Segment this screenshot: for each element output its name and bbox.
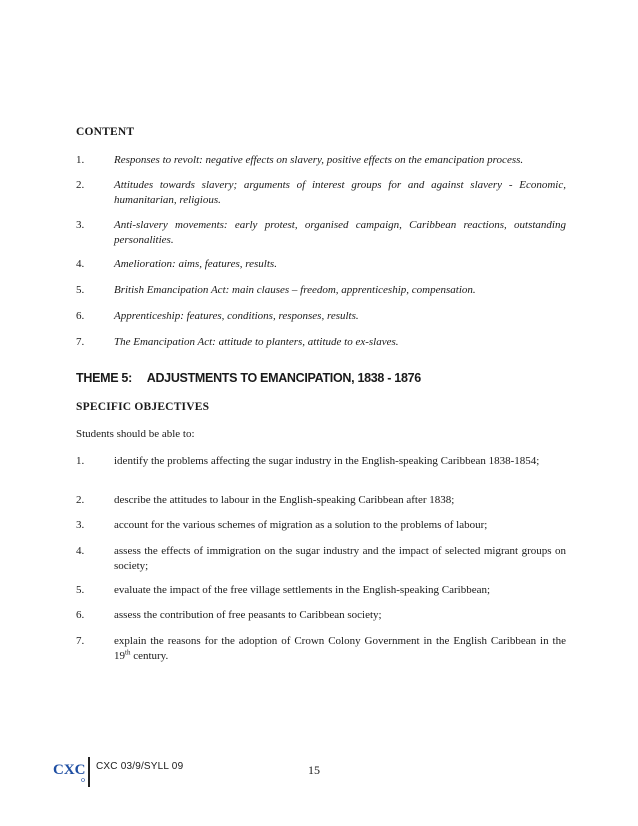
item-number: 6.	[76, 310, 85, 322]
item-number: 4.	[76, 545, 85, 557]
theme-heading	[76, 371, 421, 385]
item-text: Responses to revolt: negative effects on slavery, positive effects on the emancipation process.	[114, 154, 524, 166]
objective-item	[76, 544, 566, 574]
objective-item	[76, 608, 566, 623]
item-text: Apprenticeship: features, conditions, responses, results.	[114, 310, 359, 322]
content-item	[76, 153, 566, 168]
svg-text:CXC: CXC	[53, 762, 86, 778]
footer-divider	[88, 757, 90, 787]
objective-item	[76, 454, 566, 484]
objective-item	[76, 493, 566, 508]
item-text: Attitudes towards slavery; arguments of interest groups for and against slavery - Economic, humanitarian, religious.	[114, 179, 566, 206]
cxc-logo-icon	[52, 757, 88, 785]
item-number: 7.	[76, 635, 85, 647]
content-item	[76, 218, 566, 248]
item-text: Amelioration: aims, features, results.	[114, 258, 277, 270]
objective-item	[76, 518, 566, 533]
item-number: 1.	[76, 154, 85, 166]
item-text: explain the reasons for the adoption of Crown Colony Government in the English Caribbean in the 19th century.	[114, 635, 566, 662]
item-number: 1.	[76, 455, 85, 467]
content-item	[76, 335, 566, 350]
item-text: The Emancipation Act: attitude to planters, attitude to ex-slaves.	[114, 336, 399, 348]
theme-title: ADJUSTMENTS TO EMANCIPATION, 1838 - 1876	[146, 371, 421, 385]
item-text: British Emancipation Act: main clauses – freedom, apprenticeship, compensation.	[114, 284, 476, 296]
content-item	[76, 178, 566, 208]
item-text: Anti-slavery movements: early protest, organised campaign, Caribbean reactions, outstanding personalities.	[114, 219, 566, 246]
objective-item	[76, 583, 566, 598]
item-number: 7.	[76, 336, 85, 348]
item-text: identify the problems affecting the sugar industry in the English-speaking Caribbean 1838-1854;	[114, 455, 540, 467]
item-number: 3.	[76, 519, 85, 531]
item-number: 2.	[76, 179, 85, 191]
item-number: 2.	[76, 494, 85, 506]
item-number: 5.	[76, 584, 85, 596]
content-item	[76, 257, 566, 272]
item-number: 3.	[76, 219, 85, 231]
theme-label: THEME 5:	[76, 371, 132, 385]
content-heading: CONTENT	[76, 126, 135, 138]
item-text: account for the various schemes of migration as a solution to the problems of labour;	[114, 519, 488, 531]
content-item	[76, 309, 566, 324]
objectives-heading: SPECIFIC OBJECTIVES	[76, 401, 210, 413]
item-text: evaluate the impact of the free village settlements in the English-speaking Caribbean;	[114, 584, 491, 596]
syllabus-code: CXC 03/9/SYLL 09	[96, 761, 184, 772]
item-text: assess the contribution of free peasants to Caribbean society;	[114, 609, 382, 621]
item-text: describe the attitudes to labour in the English-speaking Caribbean after 1838;	[114, 494, 455, 506]
item-number: 5.	[76, 284, 85, 296]
item-text: assess the effects of immigration on the sugar industry and the impact of selected migrant groups on society;	[114, 545, 566, 572]
item-number: 6.	[76, 609, 85, 621]
objective-item	[76, 634, 566, 664]
page-number: 15	[308, 763, 320, 777]
content-item	[76, 283, 566, 298]
objectives-intro: Students should be able to:	[76, 428, 195, 440]
item-number: 4.	[76, 258, 85, 270]
